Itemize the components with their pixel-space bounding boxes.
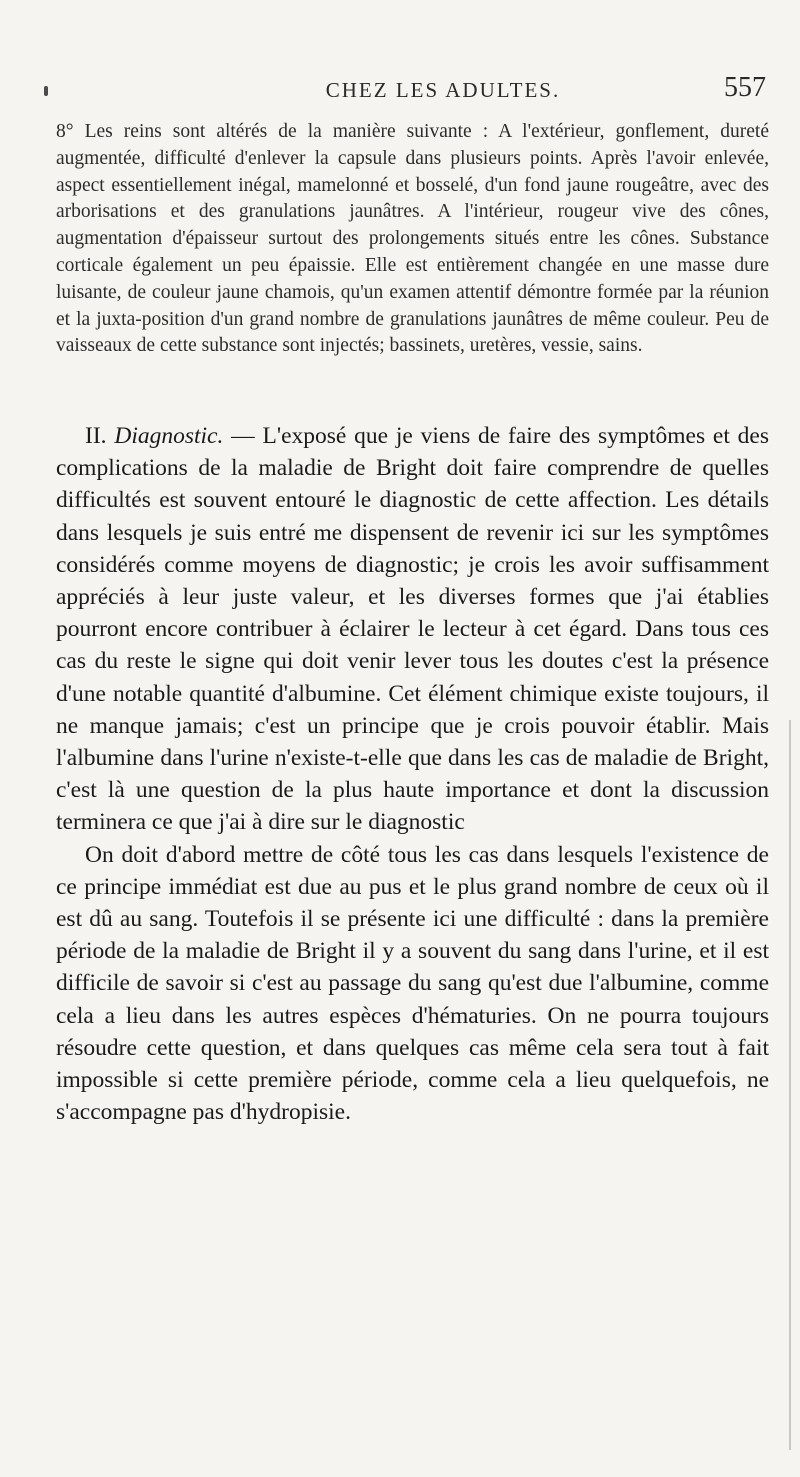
- section-heading: Diagnostic.: [114, 423, 224, 449]
- kidney-observation-block: [56, 119, 769, 360]
- diagnostic-section: [56, 420, 769, 1128]
- diagnostic-paragraph-1: [56, 420, 769, 839]
- page-header: [0, 72, 800, 108]
- diagnostic-paragraph-2: On doit d'abord mettre de côté tous les cas dans lesquels l'existence de ce principe immédiat est due au pus et le plus grand nombre de ceux où il est dû au sang. Toutefois il se présente ici une difficulté : dans la première période de la maladie de Bright il y a souvent du sang dans l'urine, et il est difficile de savoir si c'est au passage du sang qu'est due l'albumine, comme cela a lieu dans les autres espèces d'hématuries. On ne pourra toujours résoudre cette question, et dans quelques cas même cela sera tout à fait impossible si cette première période, comme cela a lieu quelquefois, ne s'accompagne pas d'hydropisie.: [56, 841, 769, 1126]
- page-number: 557: [724, 72, 766, 103]
- diagnostic-text-1: — L'exposé que je viens de faire des symptômes et des complications de la maladie de Bright doit faire comprendre de quelles difficultés est souvent entouré le diagnostic de cette affection. Les détails dans lesquels je suis entré me dispensent de revenir ici sur les symptômes considérés comme moyens de diagnostic; je crois les avoir suffisamment appréciés à leur juste valeur, et les diverses formes que j'ai établies pourront encore contribuer à éclairer le lecteur à cet égard. Dans tous ces cas du reste le signe qui doit venir lever tous les doutes c'est la présence d'une notable quantité d'albumine. Cet élément chimique existe toujours, il ne manque jamais; c'est un principe que je crois pouvoir établir. Mais l'albumine dans l'urine n'existe-t-elle que dans les cas de maladie de Bright, c'est là une question de la plus haute importance et dont la discussion terminera ce que j'ai à dire sur le diagnostic: [56, 423, 769, 836]
- running-title: CHEZ LES ADULTES.: [325, 78, 561, 102]
- section-number: II.: [85, 423, 107, 449]
- page-mark: [44, 86, 48, 96]
- item-8-paragraph: 8° Les reins sont altérés de la manière suivante : A l'extérieur, gonflement, dureté augmentée, difficulté d'enlever la capsule dans plusieurs points. Après l'avoir enlevée, aspect essentiellement inégal, mamelonné et bosselé, d'un fond jaune rougeâtre, avec des arborisations et des granulations jaunâtres. A l'intérieur, rougeur vive des cônes, augmentation d'épaisseur surtout des prolongements situés entre les cônes. Substance corticale également un peu épaissie. Elle est entièrement changée en une masse dure luisante, de couleur jaune chamois, qu'un examen attentif démontre formée par la réunion et la juxta-position d'un grand nombre de granulations jaunâtres de même couleur. Peu de vaisseaux de cette substance sont injectés; bassinets, uretères, vessie, sains.: [56, 121, 769, 357]
- page-edge-shadow: [789, 720, 791, 1450]
